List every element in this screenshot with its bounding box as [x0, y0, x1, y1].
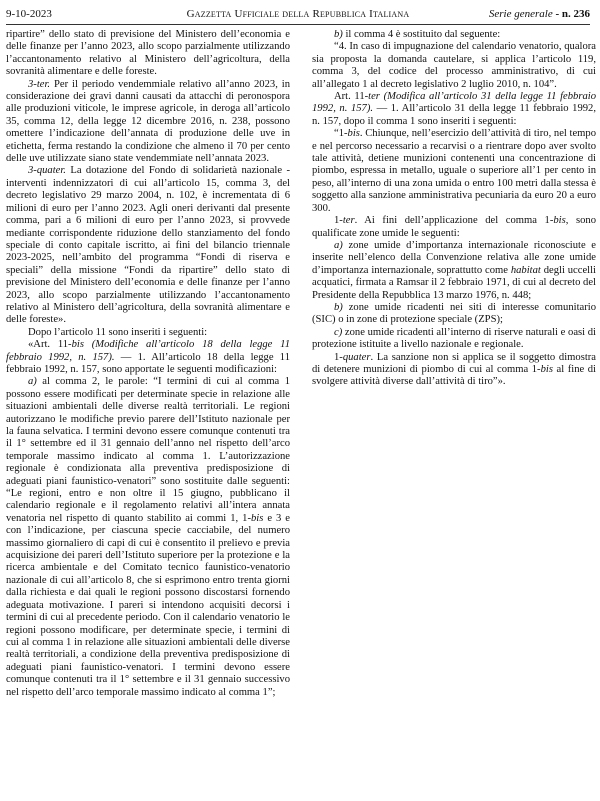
text-italic: habitat: [510, 264, 541, 276]
header-serie-label: Serie generale: [488, 8, 553, 20]
paragraph-a: [6, 376, 290, 699]
paragraph-c: [312, 327, 596, 352]
list-letter: a): [334, 239, 343, 251]
text: «Art. 11-: [28, 339, 72, 351]
paragraph-3-quater: [6, 165, 290, 326]
paragraph: “4. In caso di impugnazione del calendario venatorio, qualora sia proposta la domanda cautelare, si applica l’articolo 119, comma 3, del codice del processo amministrativo, di cui all’allegato 1 al decreto legislativo 2 luglio 2010, n. 104”.: [312, 41, 596, 90]
paragraph-label: 3-quater.: [28, 165, 66, 177]
article-heading: (Modifica all’articolo 31 della legge 11 febbraio 1992, n. 157).: [312, 91, 596, 115]
article-11-bis: [6, 339, 290, 376]
text: , sono qualificate zone umide le seguenti:: [312, 215, 596, 239]
list-letter: c): [334, 326, 343, 338]
text-italic: bis: [553, 215, 566, 227]
paragraph-1-bis: [312, 128, 596, 215]
paragraph: Dopo l’articolo 11 sono inseriti i seguenti:: [28, 326, 208, 338]
text: degli uccelli acquatici, firmata a Ramsar il 2 febbraio 1971, di cui al decreto del Presidente della Repubblica 13 marzo 1976, n. 448;: [312, 264, 596, 301]
left-column: [6, 29, 290, 699]
list-letter: b): [334, 29, 343, 40]
text: zone umide ricadenti all’interno di riserve naturali e oasi di protezione istituite a livello nazionale e regionale.: [312, 326, 596, 351]
text-italic: bis: [250, 512, 264, 524]
paragraph-b: [312, 29, 596, 41]
right-column: [312, 29, 596, 389]
text: 1-: [334, 351, 343, 363]
text: . Chiunque, nell’esercizio dell’attività di tiro, nel tempo e nel percorso necessario a recarvisi o a rientrare dopo aver svolto tale attività, detiene munizioni contenenti una concentrazione di piombo, espressa in metallo, uguale o superiore all’1 per cento in peso, all’interno di una zona umida o entro 100 metri dalla stessa è soggetto alla sanzione amministrativa pecuniaria da euro 20 a euro 300.: [312, 128, 596, 214]
text: il comma 4 è sostituito dal seguente:: [342, 29, 501, 40]
text-italic: bis: [347, 128, 360, 140]
paragraph-b: [312, 302, 596, 327]
paragraph: ripartire” dello stato di previsione del Ministero dell’economia e delle finanze per l’anno 2023, allo scopo parzialmente utilizzando l’accantonamento relativo al Ministero dell’agricoltura, della sovranità alimentare e delle foreste.: [6, 29, 290, 78]
text: — 1. All’articolo 31 della legge 11 febbraio 1992, n. 157, dopo il comma 1 sono inseriti i seguenti:: [312, 103, 596, 127]
text-italic: ter: [342, 215, 355, 227]
text-italic: ter: [368, 91, 380, 103]
paragraph-label: 3-ter.: [28, 78, 51, 90]
header-serie: [489, 6, 590, 23]
header-title: Gazzetta Ufficiale della Repubblica Italiana: [186, 8, 410, 20]
page-header: [6, 6, 590, 23]
paragraph-1-quater: [312, 352, 596, 389]
paragraph-a: [312, 240, 596, 302]
text: al comma 2, le parole: “I termini di cui al comma 1 possono essere modificati per determinate specie in relazione alle situazioni ambientali delle diverse realtà territoriali. Le regioni autorizzano le modifiche previo parere dell’Istituto nazionale per la fauna selvatica. I termini devono essere comunque contenuti tra il 1° settembre ed il 31 gennaio dell’anno nel rispetto dell’arco temporale massimo indicato al comma 1. L’autorizzazione regionale è condizionata alla preventiva predisposizione di adeguati piani faunistico-venatori” sono sostituite dalle seguenti: “Le regioni, entro e non oltre il 15 giugno, pubblicano il calendario regionale e il regolamento relativi all’intera annata venatoria nel rispetto di quanto stabilito ai commi 1, 1-: [6, 376, 290, 524]
text: zone umide ricadenti nei siti di interesse comunitario (SIC) o in zone di protezione speciale (ZPS);: [312, 301, 596, 326]
text: . La sanzione non si applica se il soggetto dimostra di detenere munizioni di piombo di cui al comma 1-: [312, 351, 596, 375]
text: . Ai fini dell’applicazione del comma 1-: [354, 215, 554, 227]
text: “1-: [334, 128, 348, 140]
list-letter: a): [28, 376, 37, 388]
paragraph-3-ter: [6, 79, 290, 166]
text: zone umide d’importanza internazionale riconosciute e inserite nell’elenco della Convenzione relativa alle zone umide d’importanza internazionale, soprattutto come: [312, 239, 596, 276]
text: al fine di svolgere attività diverse dall’attività di tiro”».: [312, 363, 596, 388]
text: — 1. All’articolo 18 della legge 11 febbraio 1992, n. 157, sono apportate le seguenti modificazioni:: [6, 351, 290, 375]
header-date: 9-10-2023: [6, 8, 52, 20]
header-divider: [6, 24, 590, 25]
list-letter: b): [334, 301, 343, 313]
text-italic: bis: [540, 363, 553, 375]
text-italic: quater: [342, 351, 371, 363]
text-italic: bis: [71, 339, 84, 351]
text: 1-: [334, 215, 343, 227]
paragraph-text: Per il periodo vendemmiale relativo all’anno 2023, in considerazione dei gravi danni causati da attacchi di peronospora alle produzioni viticole, le imprese agricole, in deroga all’articolo 35, comma 12, della legge 12 dicembre 2016, n. 238, possono omettere l’indicazione dell’annata di produzione delle uve in etichetta, ferma restando la condizione che almeno il 70 per cento delle uve utilizzate siano state vendemmiate nell’annata 2023.: [6, 78, 290, 165]
paragraph-1-ter: [312, 215, 596, 240]
article-11-ter: [312, 91, 596, 128]
header-number: - n. 236: [555, 8, 590, 20]
paragraph-text: La dotazione del Fondo di solidarietà nazionale - interventi indennizzatori di cui all’articolo 15, comma 3, del decreto legislativo 29 marzo 2004, n. 102, è incrementata di 6 milioni di euro per l’anno 2023. Agli oneri derivanti dal presente comma, pari a 6 milioni di euro per l’anno 2023, si provvede mediante corrispondente riduzione dello stanziamento del fondo speciale di conto capitale iscritto, ai fini del bilancio triennale 2023-2025, nell’ambito del programma “Fondi di riserva e speciali” della missione “Fondi da ripartire” dello stato di previsione del Ministero dell’economia e delle finanze per l’anno 2023, allo scopo parzialmente utilizzando l’accantonamento relativo al Ministero dell’agricoltura, della sovranità alimentare e delle foreste».: [6, 165, 290, 326]
text: Art. 11-: [334, 91, 369, 103]
text: e 3 e con l’indicazione, per ciascuna specie cacciabile, del numero massimo giornaliero di capi di cui è consentito il prelievo e previa acquisizione dei pareri dell’Istituto superiore per la protezione e la ricerca ambientale e del Comitato tecnico faunistico-venatorio nazionale di cui all’articolo 8, che si esprimono entro trenta giorni dalla richiesta e dai quali le regioni possono discostarsi fornendo adeguata motivazione. I pareri si intendono acquisiti decorsi i termini di cui al precedente periodo. Con il calendario venatorio le regioni possono modificare, per determinate specie, i termini di cui al comma 1 in relazione alle situazioni ambientali delle diverse realtà territoriali, a condizione della preventiva predisposizione di adeguati piani faunistico-venatori. I termini devono essere comunque contenuti tra il 1° settembre e il 31 gennaio successivo nel rispetto dell’arco temporale massimo indicato al comma 1”;: [6, 512, 290, 698]
article-heading: (Modifiche all’articolo 18 della legge 11 febbraio 1992, n. 157).: [6, 339, 290, 363]
